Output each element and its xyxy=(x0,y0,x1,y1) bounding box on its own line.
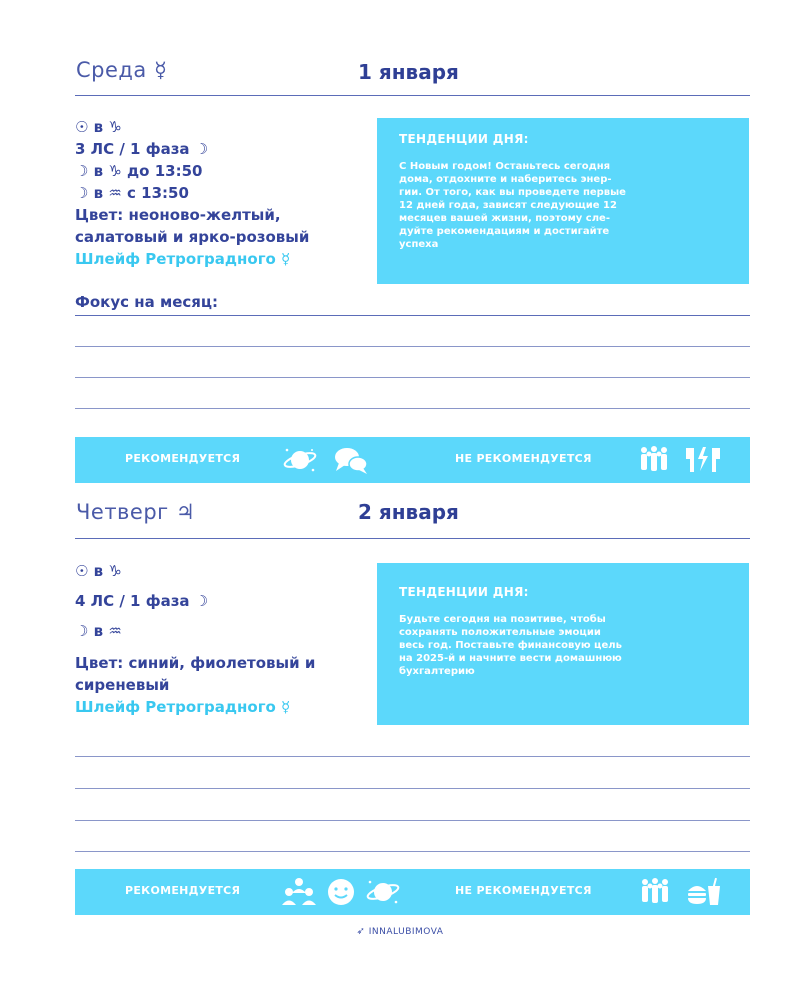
day1-recommend-band xyxy=(75,437,750,483)
note-line xyxy=(75,820,750,821)
color-line-2: сиреневый xyxy=(75,676,170,694)
retro-shleif: Шлейф Ретроградного ☿ xyxy=(75,250,291,268)
crowd-icon xyxy=(636,445,672,475)
day1-name: Среда ☿ xyxy=(76,58,168,82)
footer-brand xyxy=(0,926,800,937)
people-icon xyxy=(281,877,317,907)
focus-label: Фокус на месяц: xyxy=(75,293,219,311)
note-line xyxy=(75,377,750,378)
day1-date: 1 января xyxy=(358,60,459,84)
day1-info xyxy=(75,116,309,270)
footer-label: INNALUBIMOVA xyxy=(368,927,444,937)
not-recommended-label: НЕ РЕКОМЕНДУЕТСЯ xyxy=(455,884,592,897)
recommended-label: РЕКОМЕНДУЕТСЯ xyxy=(125,884,241,897)
note-line xyxy=(75,408,750,409)
day2-trends-box xyxy=(377,563,749,725)
color-line-1: Цвет: неоново-желтый, xyxy=(75,206,281,224)
day2-info xyxy=(75,560,122,582)
recommended-label: РЕКОМЕНДУЕТСЯ xyxy=(125,452,241,465)
sun-sign: ☉ в ♑ xyxy=(75,562,122,580)
day2-info xyxy=(75,620,122,642)
day1-trends-box xyxy=(377,118,749,284)
day2-info xyxy=(75,590,208,612)
telegram-icon: ➶ xyxy=(356,926,366,937)
sun-sign: ☉ в ♑ xyxy=(75,118,122,136)
day2-recommend-band xyxy=(75,869,750,915)
conflict-icon xyxy=(684,445,722,475)
planet-icon xyxy=(366,877,400,907)
day2-info xyxy=(75,652,315,718)
trends-title: ТЕНДЕНЦИИ ДНЯ: xyxy=(399,132,529,146)
trends-text: Будьте сегодня на позитиве, чтобы сохранять положительные эмоции весь год. Поставьте финансовую цель на 2025-й и начните вести домашнюю бухгалтерию xyxy=(399,614,622,677)
note-line xyxy=(75,756,750,757)
smile-icon xyxy=(326,877,356,907)
not-recommended-label: НЕ РЕКОМЕНДУЕТСЯ xyxy=(455,452,592,465)
chat-icon xyxy=(333,445,369,475)
moon-sign: ☽ в ♒ xyxy=(75,622,122,640)
note-line xyxy=(75,315,750,316)
moon-sign-2: ☽ в ♒ с 13:50 xyxy=(75,184,189,202)
trends-text: С Новым годом! Останьтесь сегодня дома, отдохните и наберитесь энер- гии. От того, как вы проведете первые 12 дней года, зависят следующие 12 месяцев вашей жизни, поэтому сле- дуйте рекомендациям и достигайте успеха xyxy=(399,161,626,250)
day2-divider xyxy=(75,538,750,539)
retro-shleif: Шлейф Ретроградного ☿ xyxy=(75,698,291,716)
moon-sign-1: ☽ в ♑ до 13:50 xyxy=(75,162,203,180)
lunar-day: 4 ЛС / 1 фаза ☽ xyxy=(75,592,209,610)
day2-date: 2 января xyxy=(358,500,459,524)
day1-divider xyxy=(75,95,750,96)
day2-name: Четверг ♃ xyxy=(76,500,196,524)
note-line xyxy=(75,788,750,789)
trends-title: ТЕНДЕНЦИИ ДНЯ: xyxy=(399,585,529,599)
color-line-1: Цвет: синий, фиолетовый и xyxy=(75,654,316,672)
fastfood-icon xyxy=(686,877,722,907)
color-line-2: салатовый и ярко-розовый xyxy=(75,228,310,246)
note-line xyxy=(75,851,750,852)
lunar-day: 3 ЛС / 1 фаза ☽ xyxy=(75,140,209,158)
crowd-icon xyxy=(637,877,673,907)
planet-icon xyxy=(283,445,317,475)
note-line xyxy=(75,346,750,347)
